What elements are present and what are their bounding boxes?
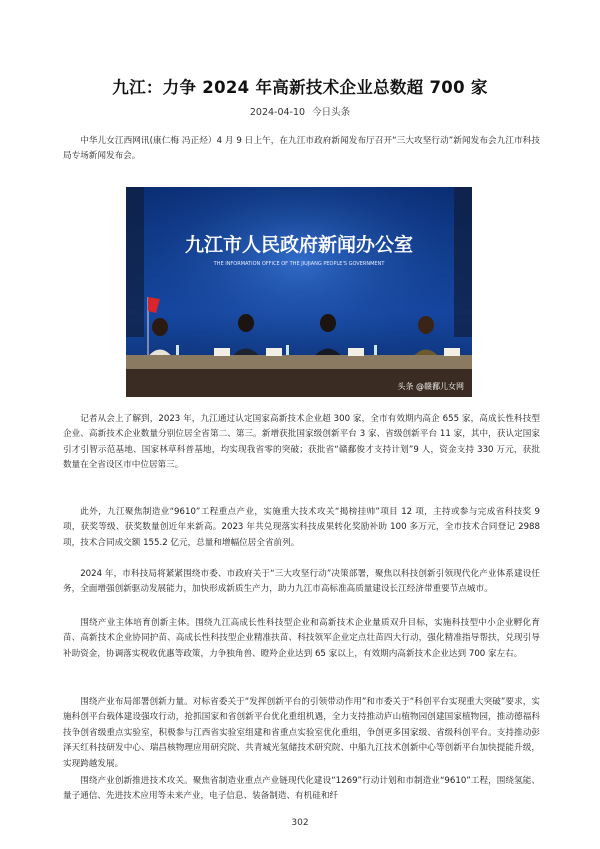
article-source: 今日头条	[312, 107, 351, 118]
paragraph-enterprise-cultivation: 围绕产业主体培育创新主体。围绕九江高成长性科技型企业和高新技术企业量质双升目标，实施科技型中小企业孵化育苗、高新技术企业协同护苗、高成长性科技型企业精准扶苗、科技领军企业定点壮苗四大行动，强化精准指导帮扶，兑现引导补助资金，协调落实税收优惠等政策，力争独角兽、瞪羚企业达到 65 家以上，有效期内高新技术企业达到 700 家左右。	[63, 618, 540, 659]
page-number: 302	[291, 818, 309, 828]
paragraph-9610-projects: 此外，九江聚焦制造业“9610”工程重点产业，实施重大技术攻关“揭榜挂帅”项目 12 项，主持或参与完成省科技奖 9 项，获奖等级、获奖数量创近年来新高。2023 年共兑现落实科技成果转化奖励补助 100 多万元，全市技术合同登记 2988 项，技术合同成交额 155.2 亿元，总量和增幅位居全省前列。	[63, 507, 540, 548]
article-title: 九江：力争 2024 年高新技术企业总数超 700 家	[112, 78, 488, 97]
paragraph-2024-plan: 2024 年，市科技局将紧紧围绕市委、市政府关于“三大攻坚行动”决策部署，聚焦以科技创新引领现代化产业体系建设任务，全面增强创新驱动发展能力，加快形成新质生产力，助力九江市高标准高质量建设长江经济带重要节点城市。	[63, 569, 540, 595]
paragraph-innovation-platforms: 围绕产业布局部署创新力量。对标省委关于“发挥创新平台的引领带动作用”和市委关于“科创平台实现重大突破”要求，实施科创平台载体建设强攻行动，抢抓国家和省创新平台优化重组机遇，全力支持推动庐山植物园创建国家植物园，推动德福科技争创省级重点实验室，积极参与江西省实验室组建和省重点实验室优化重组，争创更多国家级、省级科创平台。支持推动彭泽天红科技研发中心、瑞昌核物理应用研究院、共青城光氢储技术研究院、中船九江技术创新中心等创新平台加快提能升级，实现跨越发展。	[63, 697, 540, 769]
conference-table	[126, 355, 472, 369]
photo-watermark: 头条 @赣鄱儿女网	[397, 382, 464, 391]
press-conference-photo	[126, 187, 472, 397]
article-meta	[40, 104, 560, 118]
paragraph-2023-results: 记者从会上了解到，2023 年，九江通过认定国家高新技术企业超 300 家，全市有效期内高企 655 家，高成长性科技型企业、高新技术企业数量分别位居全省第二、第三。新增获批国家级创新平台 3 家、省级创新平台 11 家，其中，获认定国家引才引智示范基地、国家林草科普基地，均实现我省零的突破；获批省“赣鄱俊才支持计划”9 人，资金支持 330 万元，获批数量在全省设区市中位居第三。	[63, 414, 540, 471]
backdrop-english-text: THE INFORMATION OFFICE OF THE JIUJIANG PEOPLE'S GOVERNMENT	[213, 261, 385, 267]
article-date: 2024-04-10	[249, 107, 306, 118]
paragraph-intro: 中华儿女江西网讯(康仁梅 冯正烃）4 月 9 日上午，在九江市政府新闻发布厅召开“三大攻坚行动”新闻发布会九江市科技局专场新闻发布会。	[63, 136, 540, 162]
backdrop-chinese-text: 九江市人民政府新闻办公室	[184, 234, 414, 256]
photo-illustration	[126, 187, 472, 397]
paragraph-technology-research: 围绕产业创新推进技术攻关。聚焦省制造业重点产业链现代化建设“1269”行动计划和市制造业“9610”工程，围绕氢能、量子通信、先进技术应用等未来产业，电子信息、装备制造、有机硅和纤	[63, 776, 540, 802]
